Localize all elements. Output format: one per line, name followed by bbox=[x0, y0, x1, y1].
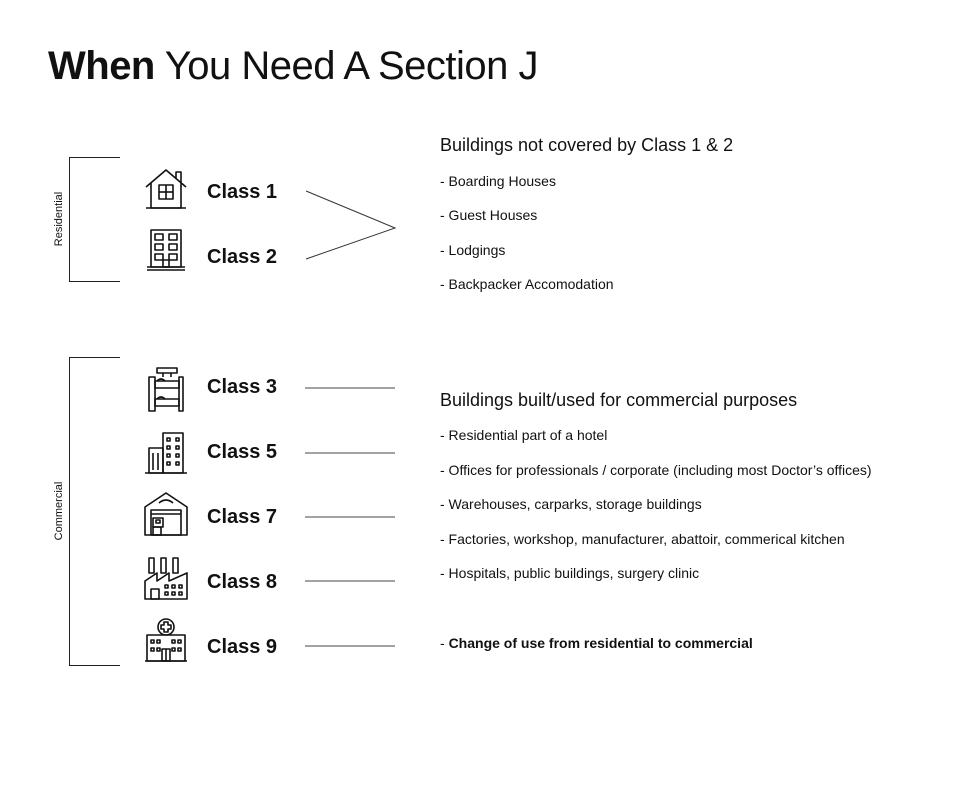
class-label: Class 7 bbox=[207, 506, 278, 528]
list-item: - Warehouses, carparks, storage buildings bbox=[440, 496, 702, 512]
commercial-bracket bbox=[69, 357, 120, 666]
class-label: Class 5 bbox=[207, 441, 278, 463]
list-item-emphasis bbox=[440, 634, 753, 652]
list-item: - Factories, workshop, manufacturer, abattoir, commerical kitchen bbox=[440, 531, 845, 547]
list-item: - Lodgings bbox=[440, 242, 506, 258]
office-building-icon bbox=[143, 430, 189, 476]
list-item: - Residential part of a hotel bbox=[440, 427, 608, 443]
list-item: - Guest Houses bbox=[440, 207, 538, 223]
warehouse-icon bbox=[143, 491, 189, 537]
title-rest: You Need A Section J bbox=[164, 44, 539, 88]
residential-bracket bbox=[69, 157, 120, 282]
bunk-bed-icon bbox=[143, 366, 189, 412]
list-item-bold: Change of use from residential to commercial bbox=[448, 635, 753, 651]
title-bold: When bbox=[48, 44, 155, 88]
commercial-heading: Buildings built/used for commercial purposes bbox=[440, 390, 798, 410]
class-label: Class 1 bbox=[207, 181, 278, 203]
hospital-icon bbox=[143, 617, 189, 663]
class-label: Class 9 bbox=[207, 636, 278, 658]
class-label: Class 2 bbox=[207, 246, 278, 268]
page-title bbox=[48, 40, 538, 92]
list-item: - Hospitals, public buildings, surgery clinic bbox=[440, 565, 700, 581]
residential-heading: Buildings not covered by Class 1 & 2 bbox=[440, 135, 734, 155]
residential-label: Residential bbox=[53, 191, 65, 247]
chevron-connector bbox=[306, 191, 395, 259]
apartment-icon bbox=[143, 227, 189, 273]
house-icon bbox=[143, 165, 189, 211]
class-label: Class 3 bbox=[207, 376, 278, 398]
list-item-prefix: - bbox=[440, 635, 449, 651]
commercial-label: Commercial bbox=[53, 481, 65, 541]
list-item: - Boarding Houses bbox=[440, 173, 556, 189]
factory-icon bbox=[143, 555, 189, 601]
class-label: Class 8 bbox=[207, 571, 278, 593]
list-item: - Backpacker Accomodation bbox=[440, 276, 614, 292]
list-item: - Offices for professionals / corporate (including most Doctor’s offices) bbox=[440, 462, 872, 478]
